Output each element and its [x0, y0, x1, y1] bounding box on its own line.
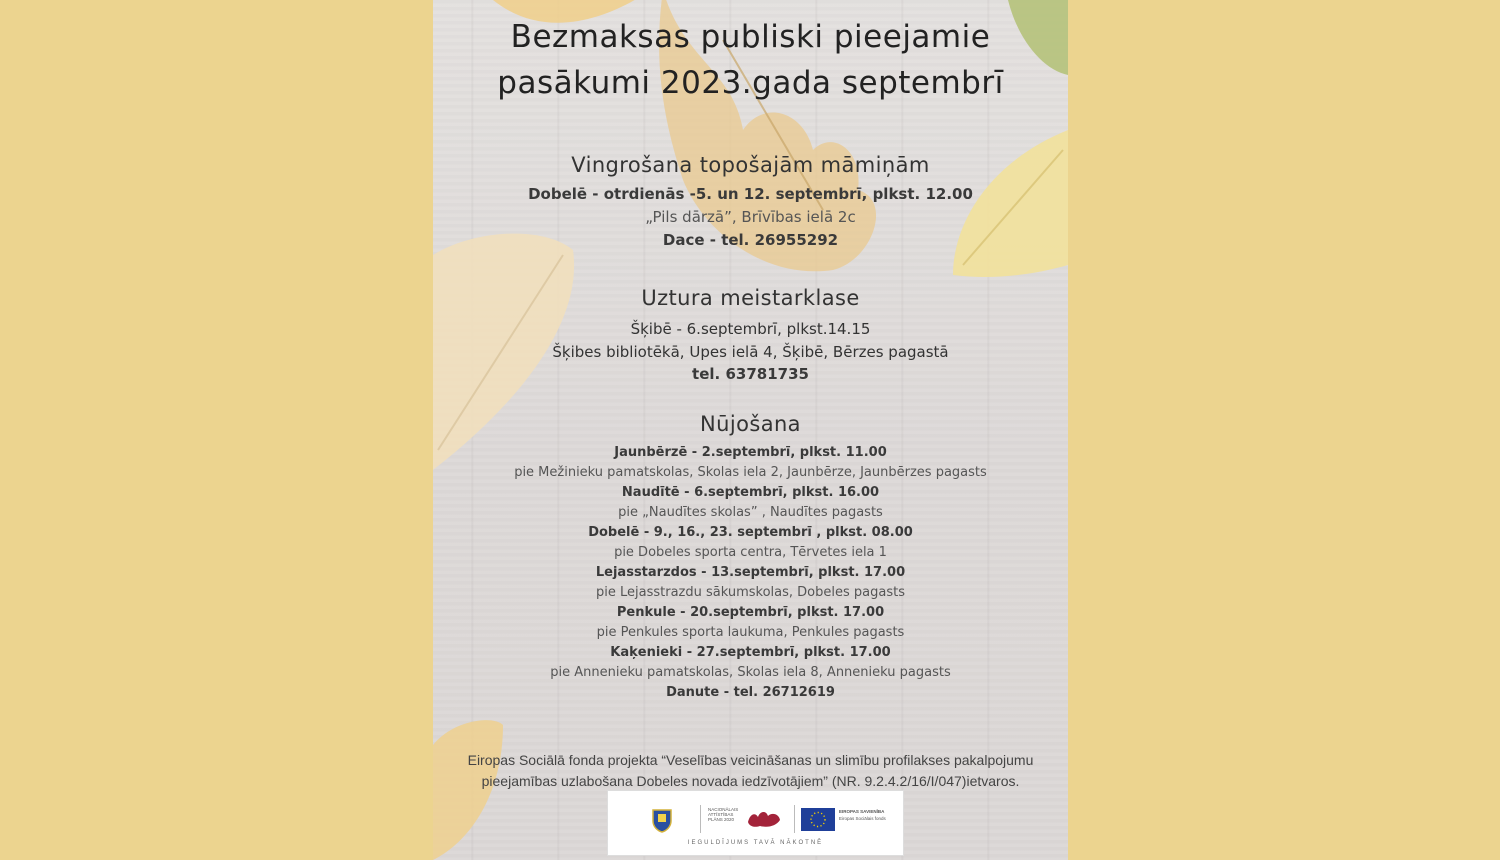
poster-content: [433, 0, 1068, 860]
nordic-walking-where: pie Lejasstrazdu sākumskolas, Dobeles pagasts: [596, 585, 905, 600]
poster-title-line-2: pasākumi 2023.gada septembrī: [497, 65, 1004, 101]
section1-line-1: Dobelē - otrdienās -5. un 12. septembrī, plkst. 12.00: [528, 185, 973, 203]
nordic-walking-when: Naudītē - 6.septembrī, plkst. 16.00: [621, 485, 880, 500]
section1-contact: Dace - tel. 26955292: [662, 231, 839, 249]
nordic-walking-where: pie Annenieku pamatskolas, Skolas iela 8, Annenieku pagasts: [550, 665, 951, 680]
section2-line-2: Šķibes bibliotēkā, Upes ielā 4, Šķibē, Bērzes pagastā: [552, 343, 949, 361]
poster-title-line-1: Bezmaksas publiski pieejamie: [510, 19, 991, 55]
section2-contact: tel. 63781735: [692, 365, 809, 383]
section1-line-2: „Pils dārzā”, Brīvības ielā 2c: [645, 208, 856, 226]
poster: [433, 0, 1068, 860]
section-heading-nordic-walking: Nūjošana: [700, 412, 801, 436]
nordic-walking-where: pie Mežinieku pamatskolas, Skolas iela 2, Jaunbērze, Jaunbērzes pagasts: [514, 465, 987, 480]
eu-logo-subtitle: Eiropas Sociālais fonds: [839, 816, 886, 821]
nordic-walking-when: Penkule - 20.septembrī, plkst. 17.00: [616, 605, 885, 620]
nordic-walking-when: Dobelē - 9., 16., 23. septembrī , plkst. 08.00: [588, 525, 913, 540]
logos-tagline: IEGULDĪJUMS TAVĀ NĀKOTNĒ: [687, 840, 824, 846]
section-heading-pregnancy-exercise: Vingrošana topošajām māmiņām: [571, 153, 930, 177]
eu-flag-icon: [801, 808, 835, 831]
nap-logo-text: NACIONĀLAIS ATTĪSTĪBAS PLĀNS 2020: [708, 807, 739, 822]
eu-logo-title: EIROPAS SAVIENĪBA: [839, 809, 885, 814]
nordic-walking-contact: Danute - tel. 26712619: [666, 685, 835, 700]
section2-line-1: Šķibē - 6.septembrī, plkst.14.15: [630, 320, 871, 338]
dobele-coat-of-arms-icon: [652, 809, 672, 833]
nordic-walking-when: Lejasstarzdos - 13.septembrī, plkst. 17.00: [595, 565, 906, 580]
nordic-walking-where: pie Dobeles sporta centra, Tērvetes iela 1: [614, 545, 887, 560]
funding-logos-strip: [607, 790, 904, 856]
nordic-walking-where: pie „Naudītes skolas” , Naudītes pagasts: [618, 505, 883, 520]
footer-line-2: pieejamības uzlabošana Dobeles novada iedzīvotājiem” (NR. 9.2.4.2/16/I/047)ietvaros.: [481, 773, 1020, 789]
footer-line-1: Eiropas Sociālā fonda projekta “Veselības veicināšanas un slimību profilakses pakalpojumu: [467, 752, 1034, 768]
section-heading-nutrition-masterclass: Uztura meistarklase: [641, 286, 860, 310]
nordic-walking-where: pie Penkules sporta laukuma, Penkules pagasts: [596, 625, 905, 640]
nordic-walking-when: Jaunbērzē - 2.septembrī, plkst. 11.00: [614, 445, 887, 460]
nordic-walking-when: Kaķenieki - 27.septembrī, plkst. 17.00: [610, 645, 891, 660]
latvia-map-icon: [746, 808, 782, 830]
